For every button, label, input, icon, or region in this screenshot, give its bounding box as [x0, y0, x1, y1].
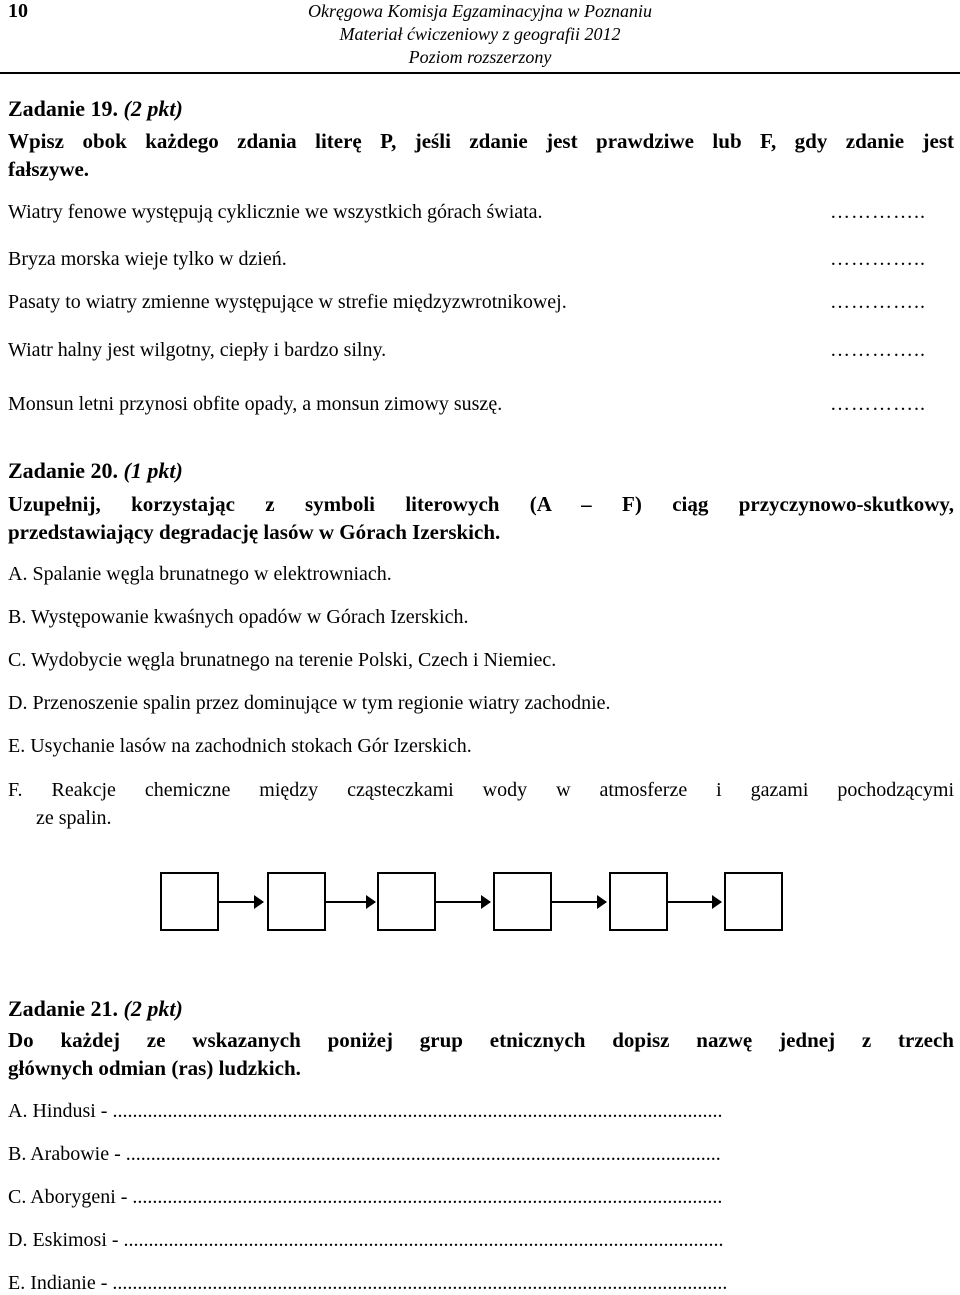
chain-arrow-2 — [326, 901, 375, 903]
header-line-3: Poziom rozszerzony — [408, 47, 552, 67]
task19-title — [8, 96, 183, 122]
chain-arrow-5 — [668, 901, 721, 903]
task21-group-b[interactable]: B. Arabowie - ....................................................................................................................... — [8, 1143, 721, 1165]
task20-option-c: C. Wydobycie węgla brunatnego na terenie Polski, Czech i Niemiec. — [8, 649, 557, 671]
task21-group-d[interactable]: D. Eskimosi - ........................................................................................................................ — [8, 1229, 724, 1251]
task20-points: (1 pkt) — [123, 458, 183, 483]
chain-box-2[interactable] — [267, 872, 326, 931]
task19-statement-3: Pasaty to wiatry zmienne występujące w strefie międzyzwrotnikowej. — [8, 291, 567, 313]
header-line-1: Okręgowa Komisja Egzaminacyjna w Poznaniu — [308, 1, 652, 21]
chain-box-4[interactable] — [493, 872, 552, 931]
task19-answer-3[interactable]: ………….. — [830, 291, 926, 313]
task20-option-f-line-1: F. Reakcje chemiczne między cząsteczkami wody w atmosferze i gazami pochodzącymi — [8, 779, 954, 801]
chain-arrow-3 — [436, 901, 490, 903]
task19-answer-2[interactable]: ………….. — [830, 248, 926, 270]
task20-option-f — [8, 776, 954, 832]
task19-answer-1[interactable]: ………….. — [830, 201, 926, 223]
page-header — [200, 0, 760, 69]
header-divider — [0, 72, 960, 74]
task20-number: Zadanie 20. — [8, 458, 119, 483]
task20-title — [8, 458, 183, 484]
task20-option-a: A. Spalanie węgla brunatnego w elektrowniach. — [8, 563, 392, 585]
task20-instruction — [8, 490, 954, 546]
task19-instruction — [8, 127, 954, 183]
task21-group-e[interactable]: E. Indianie - ........................................................................................................................... — [8, 1272, 728, 1294]
header-line-2: Materiał ćwiczeniowy z geografii 2012 — [339, 24, 621, 44]
task21-number: Zadanie 21. — [8, 996, 119, 1021]
task19-statement-1: Wiatry fenowe występują cyklicznie we wszystkich górach świata. — [8, 201, 543, 223]
task21-points: (2 pkt) — [123, 996, 183, 1021]
task21-group-c[interactable]: C. Aborygeni - ...................................................................................................................... — [8, 1186, 723, 1208]
chain-arrow-1 — [219, 901, 263, 903]
task20-option-d: D. Przenoszenie spalin przez dominujące w tym regionie wiatry zachodnie. — [8, 692, 611, 714]
task19-number: Zadanie 19. — [8, 96, 119, 121]
task20-instruction-line-1: Uzupełnij, korzystając z symboli literowych (A – F) ciąg przyczynowo-skutkowy, — [8, 492, 954, 516]
task21-group-a[interactable]: A. Hindusi - .......................................................................................................................... — [8, 1100, 723, 1122]
task19-statement-5: Monsun letni przynosi obfite opady, a monsun zimowy suszę. — [8, 393, 503, 415]
task19-points: (2 pkt) — [123, 96, 183, 121]
task21-instruction-line-2: głównych odmian (ras) ludzkich. — [8, 1056, 301, 1080]
task21-instruction-line-1: Do każdej ze wskazanych poniżej grup etnicznych dopisz nazwę jednej z trzech — [8, 1028, 954, 1052]
task19-instruction-line-1: Wpisz obok każdego zdania literę P, jeśli zdanie jest prawdziwe lub F, gdy zdanie jest — [8, 129, 954, 153]
task19-statement-4: Wiatr halny jest wilgotny, ciepły i bardzo silny. — [8, 339, 387, 361]
chain-box-3[interactable] — [377, 872, 436, 931]
chain-box-1[interactable] — [160, 872, 219, 931]
task19-answer-5[interactable]: ………….. — [830, 393, 926, 415]
task19-instruction-line-2: fałszywe. — [8, 157, 90, 181]
task20-instruction-line-2: przedstawiający degradację lasów w Górach Izerskich. — [8, 520, 501, 544]
task20-option-b: B. Występowanie kwaśnych opadów w Górach Izerskich. — [8, 606, 469, 628]
task21-instruction — [8, 1026, 954, 1082]
task19-answer-4[interactable]: ………….. — [830, 339, 926, 361]
task20-option-e: E. Usychanie lasów na zachodnich stokach Gór Izerskich. — [8, 735, 472, 757]
task21-title — [8, 996, 183, 1022]
page-number: 10 — [8, 0, 28, 22]
chain-arrow-4 — [552, 901, 606, 903]
chain-box-6[interactable] — [724, 872, 783, 931]
task20-option-f-line-2: ze spalin. — [36, 807, 112, 829]
task19-statement-2: Bryza morska wieje tylko w dzień. — [8, 248, 287, 270]
chain-box-5[interactable] — [609, 872, 668, 931]
